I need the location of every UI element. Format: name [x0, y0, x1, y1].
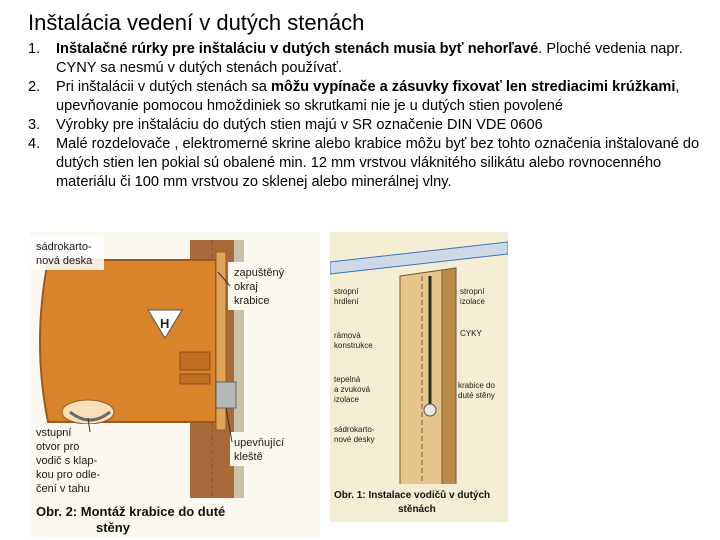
item-bold-text: môžu vypínače a zásuvky fixovať len strediacimi krúžkami: [270, 79, 676, 95]
box-mounting-illustration: [30, 232, 320, 538]
label-recessed-rim-2: okraj: [234, 281, 258, 293]
item-number: 3.: [28, 117, 41, 133]
box-mark-text: H: [160, 316, 170, 331]
figure-box-mounting: [30, 232, 320, 538]
fixing-claw: [216, 382, 236, 408]
caption-fig2-line1: Obr. 2: Montáž krabice do duté: [36, 504, 226, 519]
item-text: Pri inštalácii v dutých stenách sa: [56, 79, 271, 95]
hollow-wall-illustration: [330, 232, 508, 522]
label-ceiling-girder-1: stropní: [334, 287, 359, 296]
flush-box: [40, 260, 216, 422]
label-plasterboard-1: sádrokarto-: [36, 241, 92, 253]
wall-box: [424, 404, 436, 416]
wall-panel: [400, 270, 442, 514]
label-ceiling-girder-2: hrdlení: [334, 297, 359, 306]
label-entry-hole-1: vstupní: [36, 427, 72, 439]
label-plasterboard-2: nová deska: [36, 255, 93, 267]
page-title: Inštalácia vedení v dutých stenách: [28, 10, 365, 35]
label-ceiling-insulation-2: izolace: [460, 297, 485, 306]
label-recessed-rim-1: zapuštěný: [234, 267, 285, 279]
list-item: [0, 116, 716, 135]
bullet-list: [0, 40, 716, 192]
label-ceiling-insulation-1: stropní: [460, 287, 485, 296]
label-box-2: duté stěny: [458, 391, 495, 400]
label-recessed-rim-3: krabice: [234, 295, 270, 307]
caption-fig1-line2: stěnách: [398, 504, 436, 515]
item-number: 4.: [28, 136, 41, 152]
label-frame-2: konstrukce: [334, 341, 373, 350]
list-item: [0, 40, 716, 78]
label-cable: CYKY: [460, 329, 482, 338]
label-fixing-claws-1: upevňující: [234, 437, 285, 449]
figure-hollow-wall-wiring: [330, 232, 508, 522]
label-board-1: sádrokarto-: [334, 425, 375, 434]
caption-fig2-line2: stěny: [96, 520, 130, 535]
item-number: 1.: [28, 41, 41, 57]
list-item: [0, 78, 716, 116]
label-insulation-3: izolace: [334, 395, 359, 404]
label-entry-hole-3: vodič s klap-: [36, 455, 98, 467]
label-entry-hole-4: kou pro odle-: [36, 469, 101, 481]
caption-fig1-line1: Obr. 1: Instalace vodičů v dutých: [334, 490, 491, 501]
label-board-2: nové desky: [334, 435, 375, 444]
label-fixing-claws-2: kleště: [234, 451, 263, 463]
label-insulation-1: tepelná: [334, 375, 361, 384]
item-number: 2.: [28, 79, 41, 95]
item-text: Výrobky pre inštaláciu do dutých stien majú v SR označenie DIN VDE 0606: [56, 117, 543, 133]
item-text: Malé rozdelovače , elektromerné skrine alebo krabice môžu byť bez tohto označenia inštalované do dutých stien len pokial sú obalené min. 12 mm vrstvou vláknitého silikátu alebo rovnocenného materiálu či 100 mm vrstvou zo sklenej alebo minerálnej vlny.: [56, 136, 700, 190]
item-text: . Ploché vedenia napr. CYNY sa nesmú v dutých stenách používať.: [56, 41, 683, 76]
label-entry-hole-5: čení v tahu: [36, 483, 90, 495]
label-box-1: krabice do: [458, 381, 495, 390]
label-entry-hole-2: otvor pro: [36, 441, 80, 453]
list-item: [0, 135, 716, 192]
label-frame-1: rámová: [334, 331, 361, 340]
item-bold-text: Inštalačné rúrky pre inštaláciu v dutých stenách musia byť nehorľavé: [56, 41, 539, 57]
label-insulation-2: a zvuková: [334, 385, 371, 394]
item-text: , upevňovanie pomocou hmoždiniek so skrutkami nie je u dutých stien povolené: [56, 79, 680, 114]
